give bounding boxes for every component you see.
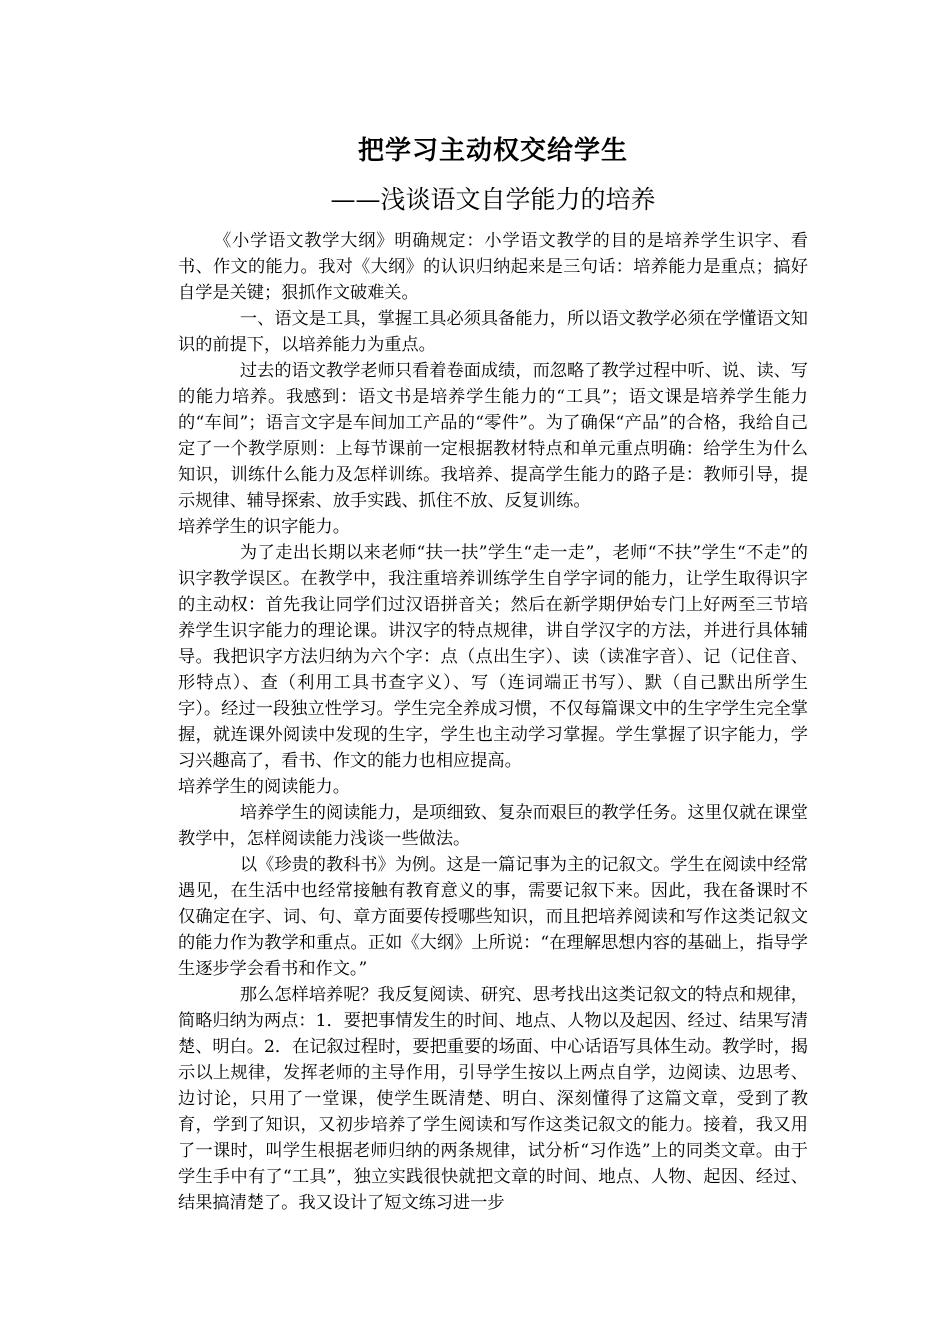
paragraph-reading-intro: 培养学生的阅读能力，是项细致、复杂而艰巨的教学任务。这里仅就在课堂教学中，怎样阅读能力浅谈一些做法。 bbox=[178, 803, 808, 849]
paragraph-literacy: 为了走出长期以来老师“扶一扶”学生“走一走”，老师“不扶”学生“不走”的识字教学误区。在教学中，我注重培养训练学生自学字词的能力，让学生取得识字的主动权：首先我让同学们过汉语拼音关；然后在新学期伊始专门上好两至三节培养学生识字能力的理论课。讲汉字的特点规律，讲自学汉字的方法，并进行具体辅导。我把识字方法归纳为六个字：点（点出生字）、读（读准字音）、记（记住音、形特点）、查（利用工具书查字义）、写（连词端正书写）、默（自己默出所学生字）。经过一段独立性学习。学生完全养成习惯，不仅每篇课文中的生字学生完全掌握，就连课外阅读中发现的生字，学生也主动学习掌握。学生掌握了识字能力，学习兴趣高了，看书、作文的能力也相应提高。 bbox=[178, 543, 808, 771]
document-subtitle: ——浅谈语文自学能力的培养 bbox=[330, 185, 656, 214]
document-title: 把学习主动权交给学生 bbox=[357, 136, 628, 166]
section-heading-reading: 培养学生的阅读能力。 bbox=[178, 777, 350, 797]
paragraph-point-one: 一、语文是工具，掌握工具必须具备能力，所以语文教学必须在学懂语文知识的前提下，以培养能力为重点。 bbox=[178, 309, 808, 355]
paragraph-method: 那么怎样培养呢？我反复阅读、研究、思考找出这类记叙文的特点和规律，简略归纳为两点：1．要把事情发生的时间、地点、人物以及起因、经过、结果写清楚、明白。2．在记叙过程时，要把重要的场面、中心话语写具体生动。教学时，揭示以上规律，发挥老师的主导作用，引导学生按以上两点自学，边阅读、边思考、边讨论，只用了一堂课，使学生既清楚、明白、深刻懂得了这篇文章，受到了教育，学到了知识，又初步培养了学生阅读和写作这类记叙文的能力。接着，我又用了一课时，叫学生根据老师归纳的两条规律，试分析“习作选”上的同类文章。由于学生手中有了“工具”，独立实践很快就把文章的时间、地点、人物、起因、经过、结果搞清楚了。我又设计了短文练习进一步 bbox=[178, 985, 808, 1213]
paragraph-intro: 《小学语文教学大纲》明确规定：小学语文教学的目的是培养学生识字、看书、作文的能力。我对《大纲》的认识归纳起来是三句话：培养能力是重点；搞好自学是关键；狠抓作文破难关。 bbox=[178, 231, 808, 303]
paragraph-textbook-example: 以《珍贵的教科书》为例。这是一篇记事为主的记叙文。学生在阅读中经常遇见，在生活中也经常接触有教育意义的事，需要记叙下来。因此，我在备课时不仅确定在字、词、句、章方面要传授哪些知识，而且把培养阅读和写作这类记叙文的能力作为教学和重点。正如《大纲》上所说：“在理解思想内容的基础上，指导学生逐步学会看书和作文。” bbox=[178, 855, 808, 979]
section-heading-literacy: 培养学生的识字能力。 bbox=[178, 517, 350, 537]
document-body bbox=[178, 228, 808, 1216]
paragraph-tools: 过去的语文教学老师只看着卷面成绩，而忽略了教学过程中听、说、读、写的能力培养。我感到：语文书是培养学生能力的“工具”；语文课是培养学生能力的“车间”；语言文字是车间加工产品的“零件”。为了确保“产品”的合格，我给自己定了一个教学原则：上每节课前一定根据教材特点和单元重点明确：给学生为什么知识，训练什么能力及怎样训练。我培养、提高学生能力的路子是：教师引导，提示规律、辅导探索、放手实践、抓住不放、反复训练。 bbox=[178, 361, 808, 511]
